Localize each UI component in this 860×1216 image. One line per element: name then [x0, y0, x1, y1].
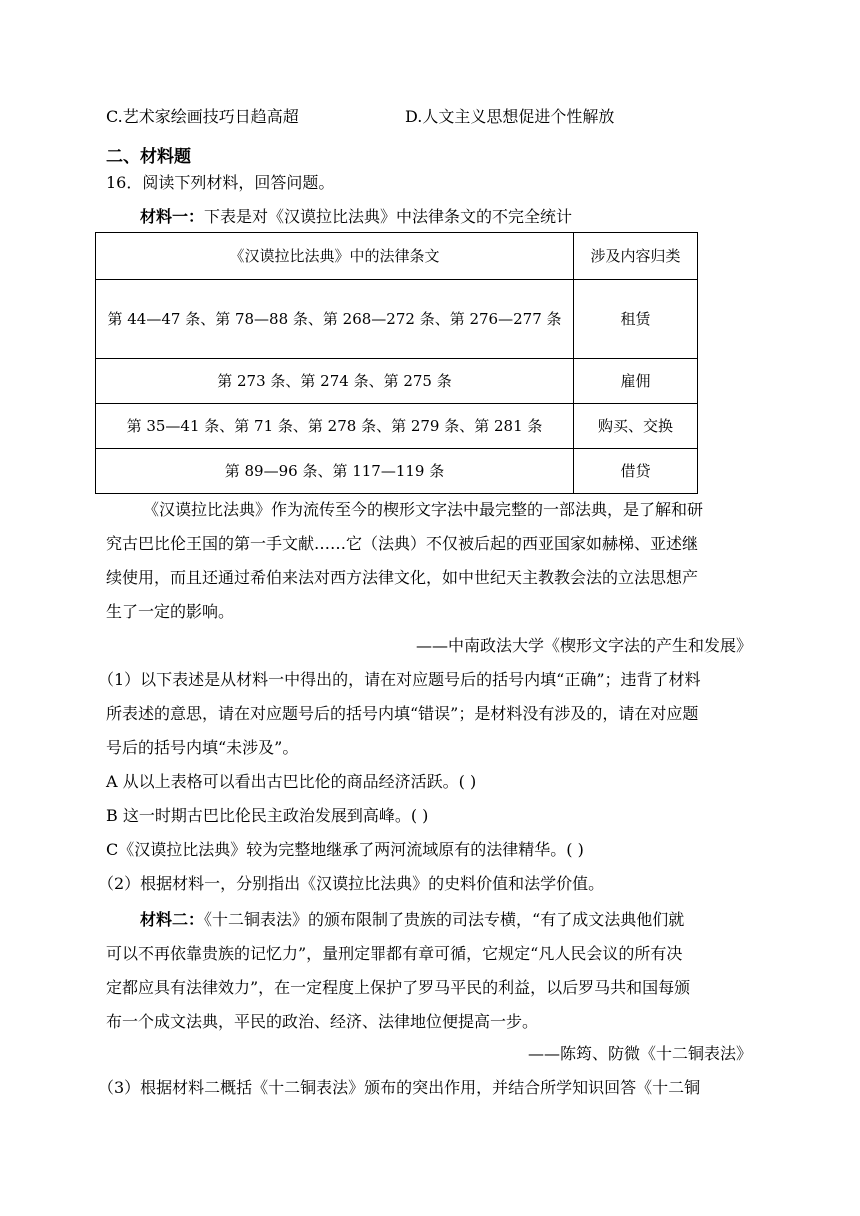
material1-text-line: 《汉谟拉比法典》作为流传至今的楔形文字法中最完整的一部法典，是了解和研	[143, 500, 704, 519]
material1-label: 材料一：	[140, 207, 205, 226]
material1-source: ——中南政法大学《楔形文字法的产生和发展》	[415, 636, 752, 655]
table-row	[96, 280, 698, 359]
q1-line: 所表述的意思，请在对应题号后的括号内填“错误”；是材料没有涉及的，请在对应题	[106, 704, 699, 723]
option-c: C.艺术家绘画技巧日趋高超	[106, 107, 299, 126]
table-cell-articles: 第 89—96 条、第 117—119 条	[96, 449, 574, 494]
material2-label: 材料二：	[140, 910, 205, 929]
table-cell-category: 租赁	[574, 280, 698, 359]
question-intro: 16．阅读下列材料，回答问题。	[106, 173, 335, 192]
table-cell-category: 雇佣	[574, 359, 698, 404]
material2-source: ——陈筠、防微《十二铜表法》	[527, 1044, 752, 1063]
law-articles-table	[95, 232, 698, 494]
option-d: D.人文主义思想促进个性解放	[405, 107, 615, 126]
table-cell-articles: 第 44—47 条、第 78—88 条、第 268—272 条、第 276—277 条	[96, 280, 574, 359]
table-cell-category: 借贷	[574, 449, 698, 494]
material2-line: 可以不再依靠贵族的记忆力”，量刑定罪都有章可循，它规定“凡人民会议的所有决	[106, 944, 683, 963]
material1-text-line: 究古巴比伦王国的第一手文献……它（法典）不仅被后起的西亚国家如赫梯、亚述继	[106, 534, 699, 553]
material1-heading	[140, 204, 572, 227]
material2-line: 定都应具有法律效力”，在一定程度上保护了罗马平民的利益，以后罗马共和国每颁	[106, 978, 691, 997]
material2-text: 《十二铜表法》的颁布限制了贵族的司法专横，“有了成文法典他们就	[204, 910, 685, 929]
material1-text-line: 续使用，而且还通过希伯来法对西方法律文化，如中世纪天主教教会法的立法思想产	[106, 568, 699, 587]
material1-caption: 下表是对《汉谟拉比法典》中法律条文的不完全统计	[204, 207, 573, 226]
table-row	[96, 404, 698, 449]
table-row	[96, 449, 698, 494]
q1-statement-c: C《汉谟拉比法典》较为完整地继承了两河流域原有的法律精华。( )	[106, 840, 584, 859]
q1-statement-b: B 这一时期古巴比伦民主政治发展到高峰。( )	[106, 806, 429, 825]
table-header-cell: 《汉谟拉比法典》中的法律条文	[96, 233, 574, 280]
table-cell-category: 购买、交换	[574, 404, 698, 449]
table-row	[96, 359, 698, 404]
material1-text-line: 生了一定的影响。	[106, 602, 235, 621]
section-title: 二、材料题	[106, 147, 191, 167]
material2-line: 布一个成文法典，平民的政治、经济、法律地位便提高一步。	[106, 1012, 539, 1031]
q1-line: （1）以下表述是从材料一中得出的，请在对应题号后的括号内填“正确”；违背了材料	[98, 670, 701, 689]
table-header-cell: 涉及内容归类	[574, 233, 698, 280]
q1-line: 号后的括号内填“未涉及”。	[106, 738, 299, 757]
q1-statement-a: A 从以上表格可以看出古巴比伦的商品经济活跃。( )	[106, 772, 477, 791]
table-cell-articles: 第 35—41 条、第 71 条、第 278 条、第 279 条、第 281 条	[96, 404, 574, 449]
material2-line	[140, 907, 684, 930]
q3-text: （3）根据材料二概括《十二铜表法》颁布的突出作用，并结合所学知识回答《十二铜	[98, 1078, 701, 1097]
q2-text: （2）根据材料一，分别指出《汉谟拉比法典》的史料价值和法学价值。	[98, 874, 605, 893]
table-header-row	[96, 233, 698, 280]
table-cell-articles: 第 273 条、第 274 条、第 275 条	[96, 359, 574, 404]
